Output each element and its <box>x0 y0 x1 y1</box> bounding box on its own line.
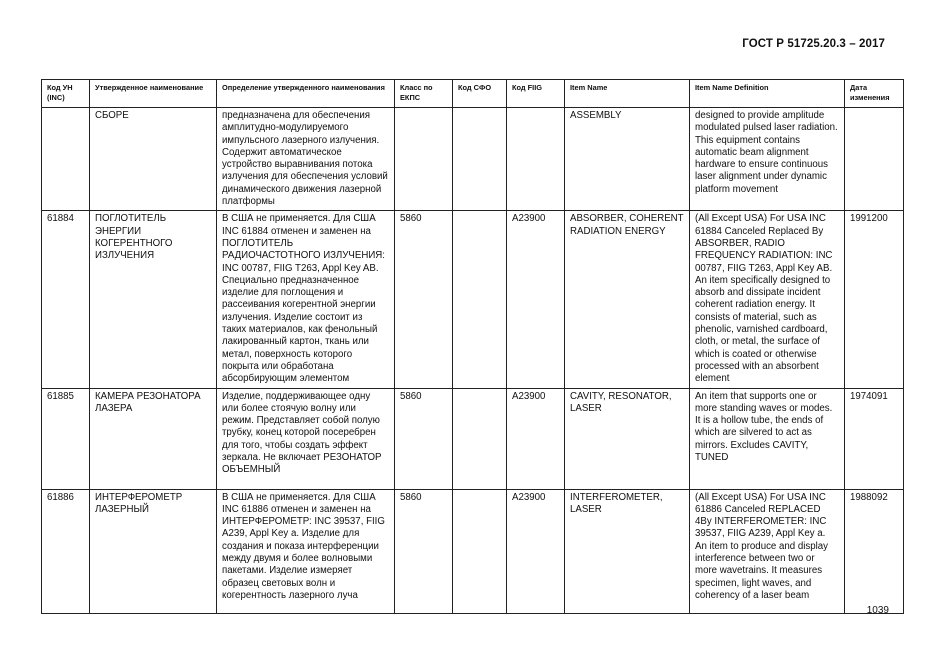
item-names-table <box>41 79 904 614</box>
col-header-fiig-code: Код FIIG <box>507 80 565 108</box>
cell-approved-name-definition: В США не применяется. Для США INC 61886 отменен и заменен на ИНТЕРФЕРОМЕТР: INC 39537, FIIG A239, Appl Key a. Изделие для создания и показа интерференции между двумя и более волновыми пакетами. Изделие измеряет образец световых волн и когерентность лазерного луча <box>217 489 395 613</box>
cell-inc <box>42 108 90 211</box>
col-header-approved-name-definition: Определение утвержденного наименования <box>217 80 395 108</box>
cell-ekps-class: 5860 <box>395 489 453 613</box>
cell-item-name: CAVITY, RESONATOR, LASER <box>565 388 690 489</box>
cell-inc: 61885 <box>42 388 90 489</box>
cell-approved-name: ПОГЛОТИТЕЛЬ ЭНЕРГИИ КОГЕРЕНТНОГО ИЗЛУЧЕНИЯ <box>90 211 217 388</box>
document-header-title: ГОСТ Р 51725.20.3 – 2017 <box>742 38 885 50</box>
col-header-item-name: Item Name <box>565 80 690 108</box>
col-header-item-name-definition: Item Name Definition <box>690 80 845 108</box>
cell-approved-name: КАМЕРА РЕЗОНАТОРА ЛАЗЕРА <box>90 388 217 489</box>
col-header-change-date: Дата изменения <box>845 80 904 108</box>
cell-change-date: 1974091 <box>845 388 904 489</box>
cell-sfo-code <box>453 388 507 489</box>
cell-sfo-code <box>453 489 507 613</box>
table-row <box>42 211 904 388</box>
cell-item-name: ASSEMBLY <box>565 108 690 211</box>
col-header-approved-name: Утвержденное наименование <box>90 80 217 108</box>
page-number: 1039 <box>866 605 889 616</box>
cell-item-name-definition: An item that supports one or more standing waves or modes. It is a hollow tube, the ends of which are silvered to act as mirrors. Excludes CAVITY, TUNED <box>690 388 845 489</box>
col-header-ekps-class: Класс по ЕКПС <box>395 80 453 108</box>
cell-fiig-code: A23900 <box>507 489 565 613</box>
cell-item-name-definition: (All Except USA) For USA INC 61886 Canceled REPLACED 4By INTERFEROMETER: INC 39537, FIIG A239, Appl Key a. An item to produce and display interference between two or more wavetrains. It measures specimen, light waves, and coherency of a laser beam <box>690 489 845 613</box>
cell-ekps-class: 5860 <box>395 388 453 489</box>
cell-approved-name: ИНТЕРФЕРОМЕТР ЛАЗЕРНЫЙ <box>90 489 217 613</box>
cell-change-date: 1988092 <box>845 489 904 613</box>
table-header-row <box>42 80 904 108</box>
cell-fiig-code <box>507 108 565 211</box>
cell-sfo-code <box>453 108 507 211</box>
cell-approved-name-definition: Изделие, поддерживающее одну или более стоячую волну или режим. Представляет собой полую трубку, конец которой посеребрен для того, чтобы создать эффект зеркала. Не включает РЕЗОНАТОР ОБЪЕМНЫЙ <box>217 388 395 489</box>
cell-approved-name: СБОРЕ <box>90 108 217 211</box>
cell-ekps-class: 5860 <box>395 211 453 388</box>
cell-fiig-code: A23900 <box>507 211 565 388</box>
cell-item-name-definition: designed to provide amplitude modulated pulsed laser radiation. This equipment contains automatic beam alignment hardware to ensure continuous laser alignment under dynamic platform movement <box>690 108 845 211</box>
cell-ekps-class <box>395 108 453 211</box>
cell-inc: 61884 <box>42 211 90 388</box>
cell-approved-name-definition: предназначена для обеспечения амплитудно-модулируемого импульсного лазерного излучения. Содержит автоматическое устройство выравнивания потока излучения для обеспечения условий динамического движения лазерной платформы <box>217 108 395 211</box>
cell-fiig-code: A23900 <box>507 388 565 489</box>
cell-approved-name-definition: В США не применяется. Для США INC 61884 отменен и заменен на ПОГЛОТИТЕЛЬ РАДИОЧАСТОТНОГО ИЗЛУЧЕНИЯ: INC 00787, FIIG T263, Appl Key AB. Специально предназначенное изделие для поглощения и рассеивания когерентной энергии излучения. Изделие состоит из таких материалов, как фенольный лакированный картон, ткань или метал, поверхность которого покрыта или обработана абсорбирующим элементом <box>217 211 395 388</box>
table-row <box>42 388 904 489</box>
cell-change-date <box>845 108 904 211</box>
cell-sfo-code <box>453 211 507 388</box>
cell-inc: 61886 <box>42 489 90 613</box>
cell-item-name-definition: (All Except USA) For USA INC 61884 Canceled Replaced By ABSORBER, RADIO FREQUENCY RADIATION: INC 00787, FIIG T263, Appl Key AB. An item specifically designed to absorb and dissipate incident coherent radiation energy. It consists of material, such as phenolic, varnished cardboard, cloth, or metal, the surface of which is coated or otherwise processed with an absorbent element <box>690 211 845 388</box>
table-row <box>42 489 904 613</box>
table-row <box>42 108 904 211</box>
col-header-inc: Код УН (INC) <box>42 80 90 108</box>
cell-change-date: 1991200 <box>845 211 904 388</box>
cell-item-name: INTERFEROMETER, LASER <box>565 489 690 613</box>
cell-item-name: ABSORBER, COHERENT RADIATION ENERGY <box>565 211 690 388</box>
col-header-sfo-code: Код СФО <box>453 80 507 108</box>
